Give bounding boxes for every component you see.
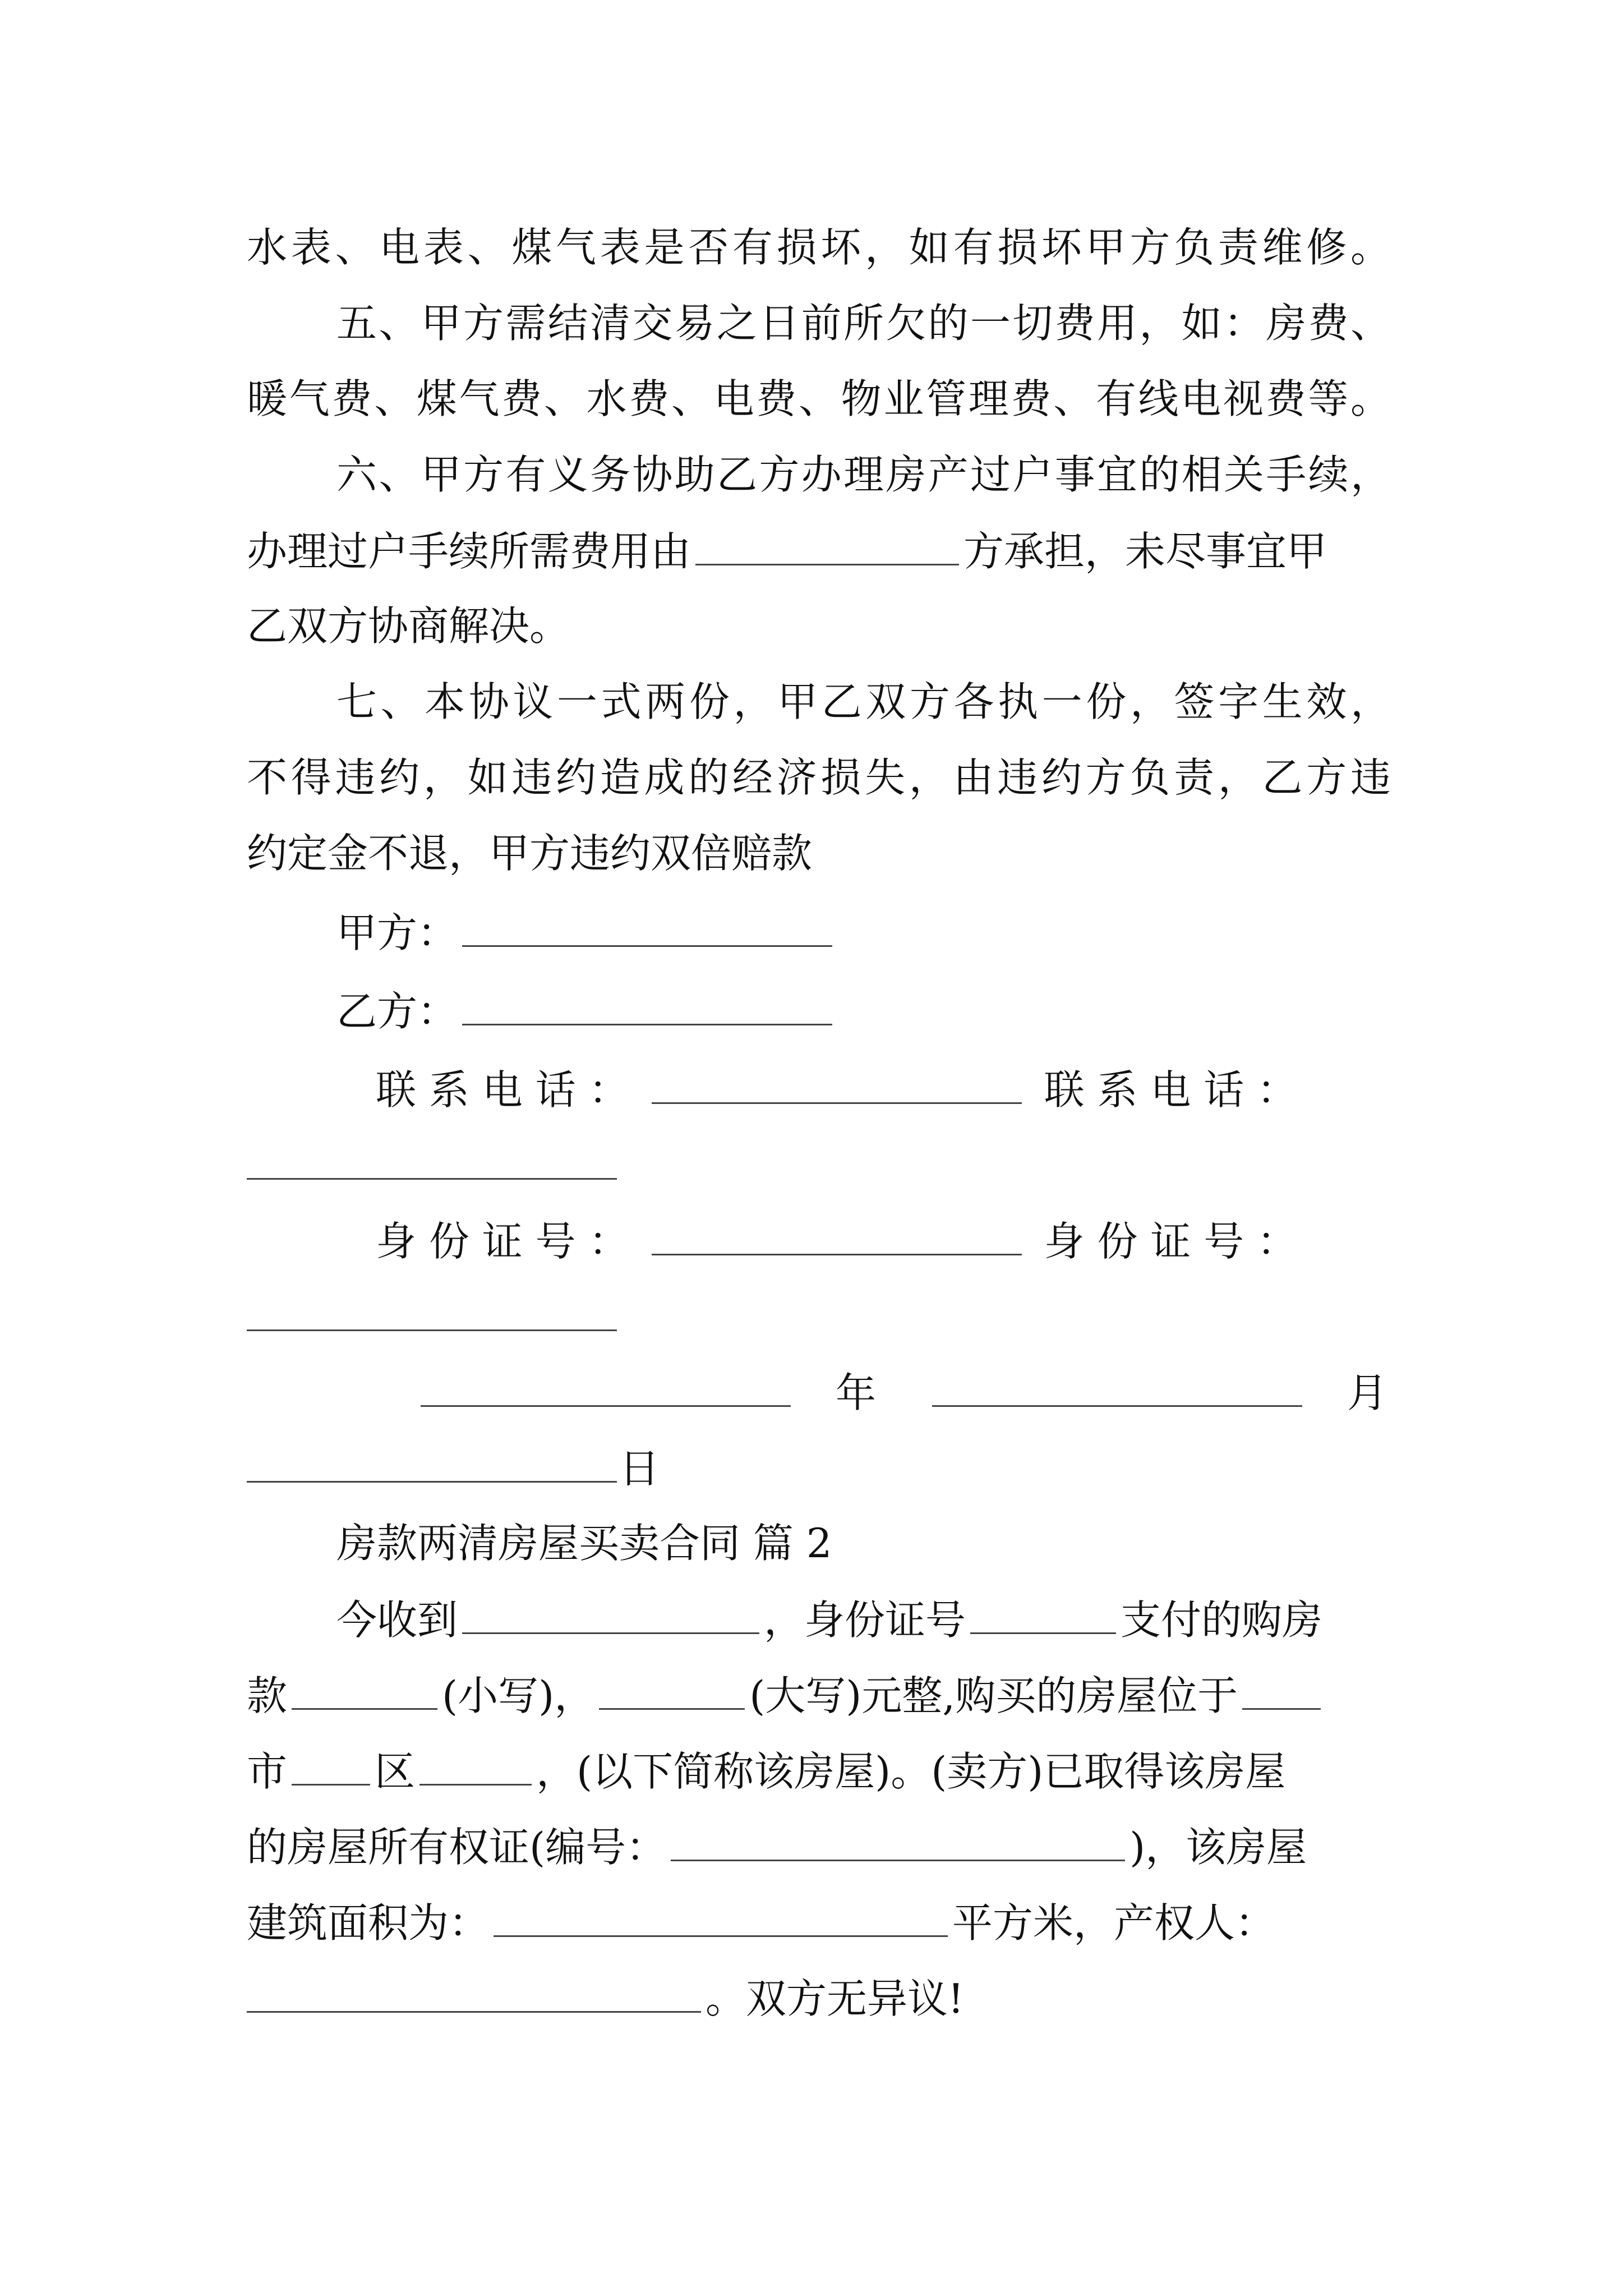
text: 七、本协议一式两份，甲乙双方各执一份，签字生效， xyxy=(336,678,1391,725)
text: 办理过户手续所需费用由 xyxy=(247,528,691,575)
district-blank[interactable] xyxy=(292,1750,370,1786)
day-blank[interactable] xyxy=(247,1447,617,1483)
id-line xyxy=(376,1218,1396,1265)
receipt-line-2 xyxy=(247,1672,1391,1719)
city-blank[interactable] xyxy=(1242,1674,1321,1710)
date-day-line xyxy=(247,1445,1391,1492)
id-b-line xyxy=(247,1296,1391,1337)
text: 平方米，产权人： xyxy=(952,1899,1276,1947)
text: 乙双方协商解决。 xyxy=(247,602,570,650)
party-a-line xyxy=(336,909,1391,956)
party-b-line xyxy=(336,988,1391,1035)
month-label: 月 xyxy=(1347,1369,1388,1416)
phone-line xyxy=(376,1066,1396,1114)
year-label: 年 xyxy=(836,1369,877,1416)
text: )，该房屋 xyxy=(1129,1824,1307,1871)
month-blank[interactable] xyxy=(932,1372,1302,1407)
text: 五、甲方需结清交易之日前所欠的一切费用，如：房费、 xyxy=(336,300,1391,347)
id-number-blank[interactable] xyxy=(970,1599,1116,1634)
text: 市 xyxy=(247,1748,288,1795)
text: (大写)元整,购买的房屋位于 xyxy=(749,1672,1238,1719)
text: 方承担，未尽事宜甲 xyxy=(963,528,1327,575)
payer-blank[interactable] xyxy=(462,1599,759,1634)
receipt-line-3 xyxy=(247,1748,1391,1795)
amount-large-blank[interactable] xyxy=(599,1674,745,1710)
paragraph-line xyxy=(336,300,1391,347)
text: 不得违约，如违约造成的经济损失，由违约方负责，乙方违 xyxy=(247,754,1391,801)
text: 建筑面积为： xyxy=(247,1899,490,1947)
paragraph-line xyxy=(247,375,1391,422)
area-blank[interactable] xyxy=(494,1902,948,1937)
certificate-number-blank[interactable] xyxy=(671,1826,1125,1861)
text: 的房屋所有权证(编号： xyxy=(247,1824,667,1871)
id-b-blank[interactable] xyxy=(247,1296,617,1331)
text: 暖气费、煤气费、水费、电费、物业管理费、有线电视费等。 xyxy=(247,375,1391,422)
phone-b-blank[interactable] xyxy=(247,1144,617,1180)
party-a-label: 甲方： xyxy=(336,909,458,956)
text: (小写)， xyxy=(442,1672,595,1719)
party-a-blank[interactable] xyxy=(462,912,832,947)
id-label: 身 份 证 号 ： xyxy=(376,1218,629,1265)
id-a-blank[interactable] xyxy=(652,1220,1022,1255)
text: 今收到 xyxy=(336,1596,458,1644)
text: 。双方无异议! xyxy=(706,1975,964,2022)
text: 区 xyxy=(375,1748,416,1795)
id-label-b: 身 份 证 号 ： xyxy=(1044,1218,1298,1265)
phone-b-line xyxy=(247,1144,1391,1186)
day-label: 日 xyxy=(619,1445,660,1492)
text: 水表、电表、煤气表是否有损坏，如有损坏甲方负责维修。 xyxy=(247,224,1391,271)
party-b-label: 乙方： xyxy=(336,988,458,1035)
receipt-line-5 xyxy=(247,1899,1391,1947)
paragraph-line xyxy=(247,754,1391,801)
paragraph-line xyxy=(247,602,1391,650)
text: 支付的购房 xyxy=(1121,1596,1323,1644)
owner-blank[interactable] xyxy=(247,1977,701,2013)
paragraph-line xyxy=(336,451,1391,498)
address-blank[interactable] xyxy=(419,1750,532,1786)
text: 六、甲方有义务协助乙方办理房产过户事宜的相关手续， xyxy=(336,451,1391,498)
section-title xyxy=(336,1520,1391,1567)
text: 款 xyxy=(247,1672,288,1719)
paragraph-line xyxy=(247,528,1391,575)
year-blank[interactable] xyxy=(421,1372,791,1407)
receipt-line-6 xyxy=(247,1975,1391,2022)
date-line xyxy=(421,1369,1391,1416)
text: ，身份证号 xyxy=(764,1596,966,1644)
amount-small-blank[interactable] xyxy=(292,1674,437,1710)
receipt-line-4 xyxy=(247,1824,1391,1871)
paragraph-line xyxy=(336,678,1391,725)
paragraph-line xyxy=(247,830,1391,877)
text: 约定金不退，甲方违约双倍赔款 xyxy=(247,830,813,877)
phone-label: 联 系 电 话 ： xyxy=(376,1066,629,1114)
section-2-title: 房款两清房屋买卖合同 篇 2 xyxy=(336,1520,832,1567)
phone-a-blank[interactable] xyxy=(652,1069,1022,1104)
text: ，(以下简称该房屋)。(卖方)已取得该房屋 xyxy=(536,1748,1286,1795)
fee-party-blank[interactable] xyxy=(695,530,959,565)
paragraph-line xyxy=(247,224,1391,271)
receipt-line-1 xyxy=(336,1596,1391,1644)
phone-label-b: 联 系 电 话 ： xyxy=(1044,1066,1298,1114)
party-b-blank[interactable] xyxy=(462,990,832,1025)
